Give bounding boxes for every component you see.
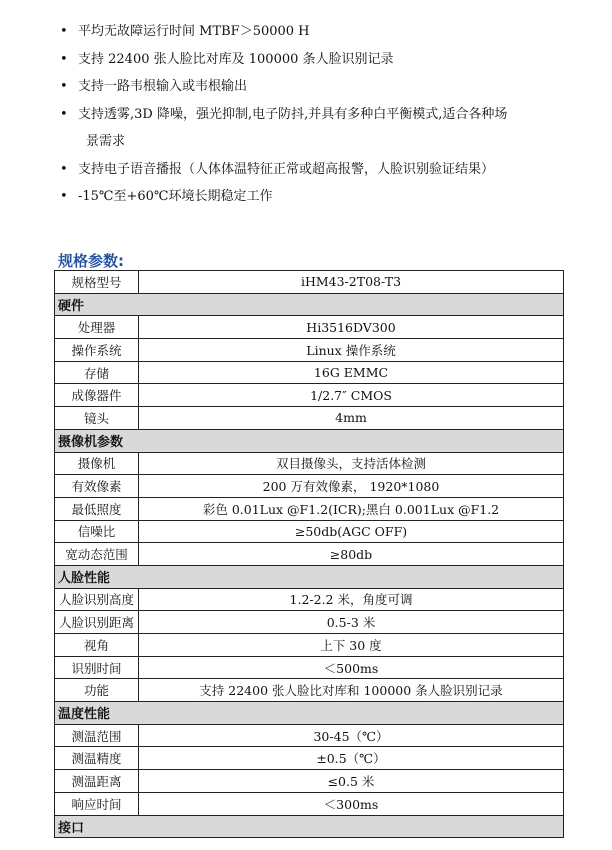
feature-item: • 支持一路韦根输入或韦根输出 <box>58 73 568 101</box>
feature-item: • -15℃至+60℃环境长期稳定工作 <box>58 183 568 211</box>
table-row: 信噪比 ≥50db(AGC OFF) <box>55 520 564 543</box>
row-label: 规格型号 <box>55 271 139 294</box>
table-row: 人脸识别高度 1.2-2.2 米，角度可调 <box>55 588 564 611</box>
feature-item: • 支持透雾,3D 降噪，强光抑制,电子防抖,并具有多种白平衡模式,适合各种场 景需求 <box>58 101 568 156</box>
table-row <box>55 271 564 294</box>
section-header-face: 人脸性能 <box>55 565 564 588</box>
feature-item: • 支持 22400 张人脸比对库及 100000 条人脸识别记录 <box>58 46 568 74</box>
table-row: 宽动态范围 ≥80db <box>55 543 564 566</box>
spec-table <box>54 270 564 838</box>
table-row: 存储 16G EMMC <box>55 361 564 384</box>
table-row: 测温距离 ≤0.5 米 <box>55 770 564 793</box>
row-value: iHM43-2T08-T3 <box>139 271 564 294</box>
section-header-camera: 摄像机参数 <box>55 429 564 452</box>
table-row: 有效像素 200 万有效像素， 1920*1080 <box>55 475 564 498</box>
table-row: 识别时间 ＜500ms <box>55 656 564 679</box>
table-row: 最低照度 彩色 0.01Lux @F1.2(ICR);黑白 0.001Lux @F1.2 <box>55 497 564 520</box>
spec-heading: 规格参数: <box>58 252 124 270</box>
table-row: 测温范围 30-45（℃） <box>55 724 564 747</box>
feature-list <box>58 18 568 211</box>
table-row: 响应时间 ＜300ms <box>55 792 564 815</box>
section-header-interface: 接口 <box>55 815 564 838</box>
section-header-hardware: 硬件 <box>55 293 564 316</box>
table-row: 镜头 4mm <box>55 407 564 430</box>
table-row: 功能 支持 22400 张人脸比对库和 100000 条人脸识别记录 <box>55 679 564 702</box>
feature-item: • 支持电子语音播报（人体体温特征正常或超高报警，人脸识别验证结果） <box>58 156 568 184</box>
table-row: 处理器 Hi3516DV300 <box>55 316 564 339</box>
table-row: 摄像机 双目摄像头，支持活体检测 <box>55 452 564 475</box>
table-row: 测温精度 ±0.5（℃） <box>55 747 564 770</box>
feature-continuation: 景需求 <box>86 134 126 149</box>
table-row: 操作系统 Linux 操作系统 <box>55 339 564 362</box>
table-row: 成像器件 1/2.7″ CMOS <box>55 384 564 407</box>
section-header-temperature: 温度性能 <box>55 702 564 725</box>
feature-item: • 平均无故障运行时间 MTBF＞50000 H <box>58 18 568 46</box>
table-row: 人脸识别距离 0.5-3 米 <box>55 611 564 634</box>
table-row: 视角 上下 30 度 <box>55 634 564 657</box>
